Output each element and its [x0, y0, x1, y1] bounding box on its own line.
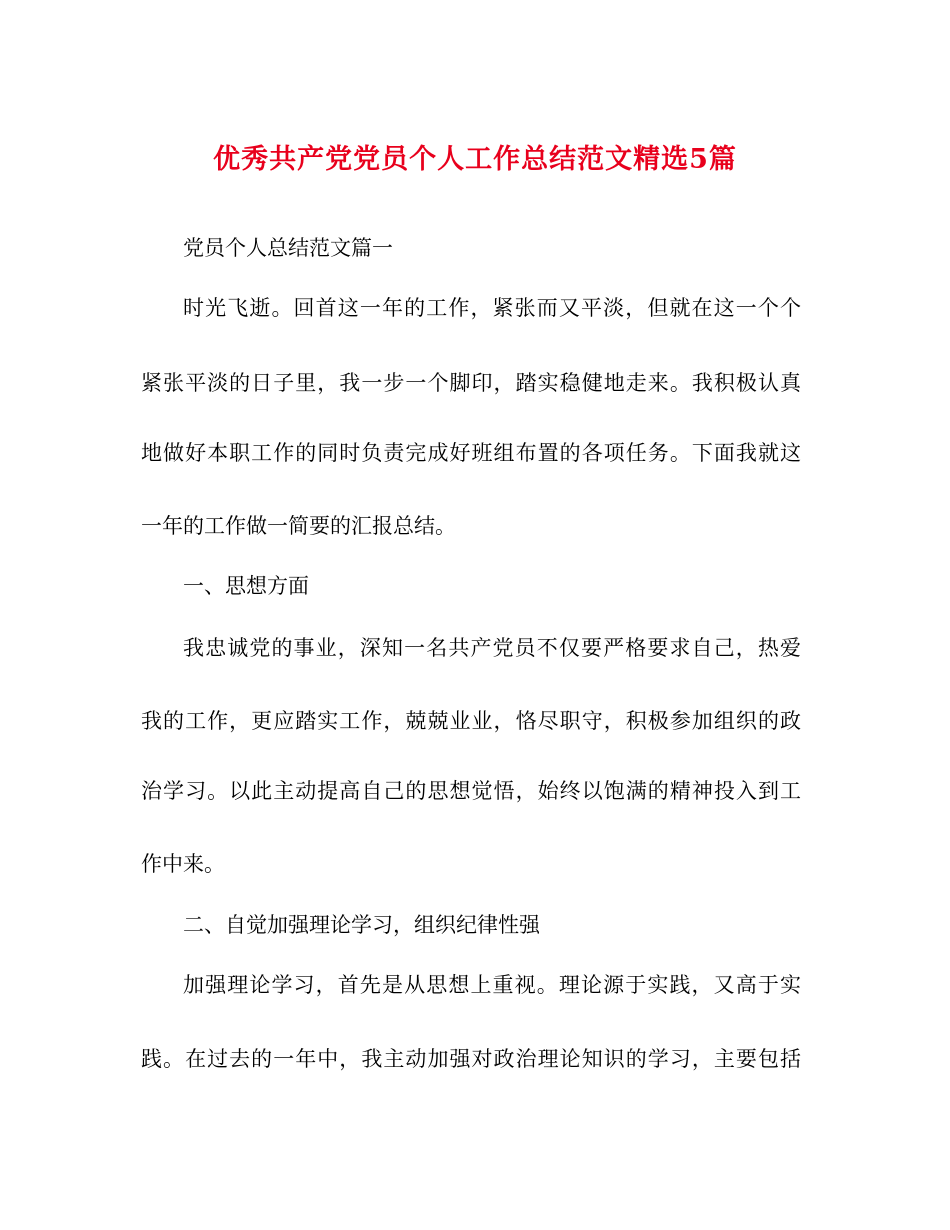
paragraph-line: 践。在过去的一年中，我主动加强对政治理论知识的学习，主要包括 — [141, 1047, 801, 1071]
section-heading: 二、自觉加强理论学习，组织纪律性强 — [183, 913, 540, 937]
paragraph-line: 我的工作，更应踏实工作，兢兢业业，恪尽职守，积极参加组织的政 — [141, 709, 801, 733]
paragraph-line: 紧张平淡的日子里，我一步一个脚印，踏实稳健地走来。我积极认真 — [141, 371, 801, 395]
paragraph-line: 地做好本职工作的同时负责完成好班组布置的各项任务。下面我就这 — [141, 441, 801, 465]
document-title: 优秀共产党党员个人工作总结范文精选5篇 — [213, 144, 737, 175]
section-heading: 党员个人总结范文篇一 — [183, 236, 393, 260]
paragraph-line: 作中来。 — [141, 852, 225, 876]
paragraph-line: 时光飞逝。回首这一年的工作，紧张而又平淡，但就在这一个个 — [183, 296, 801, 320]
section-heading: 一、思想方面 — [183, 574, 309, 598]
paragraph-line: 治学习。以此主动提高自己的思想觉悟，始终以饱满的精神投入到工 — [141, 779, 801, 803]
paragraph-line: 一年的工作做一简要的汇报总结。 — [141, 514, 456, 538]
paragraph-line: 我忠诚党的事业，深知一名共产党员不仅要严格要求自己，热爱 — [183, 636, 801, 660]
paragraph-line: 加强理论学习，首先是从思想上重视。理论源于实践，又高于实 — [183, 973, 801, 997]
